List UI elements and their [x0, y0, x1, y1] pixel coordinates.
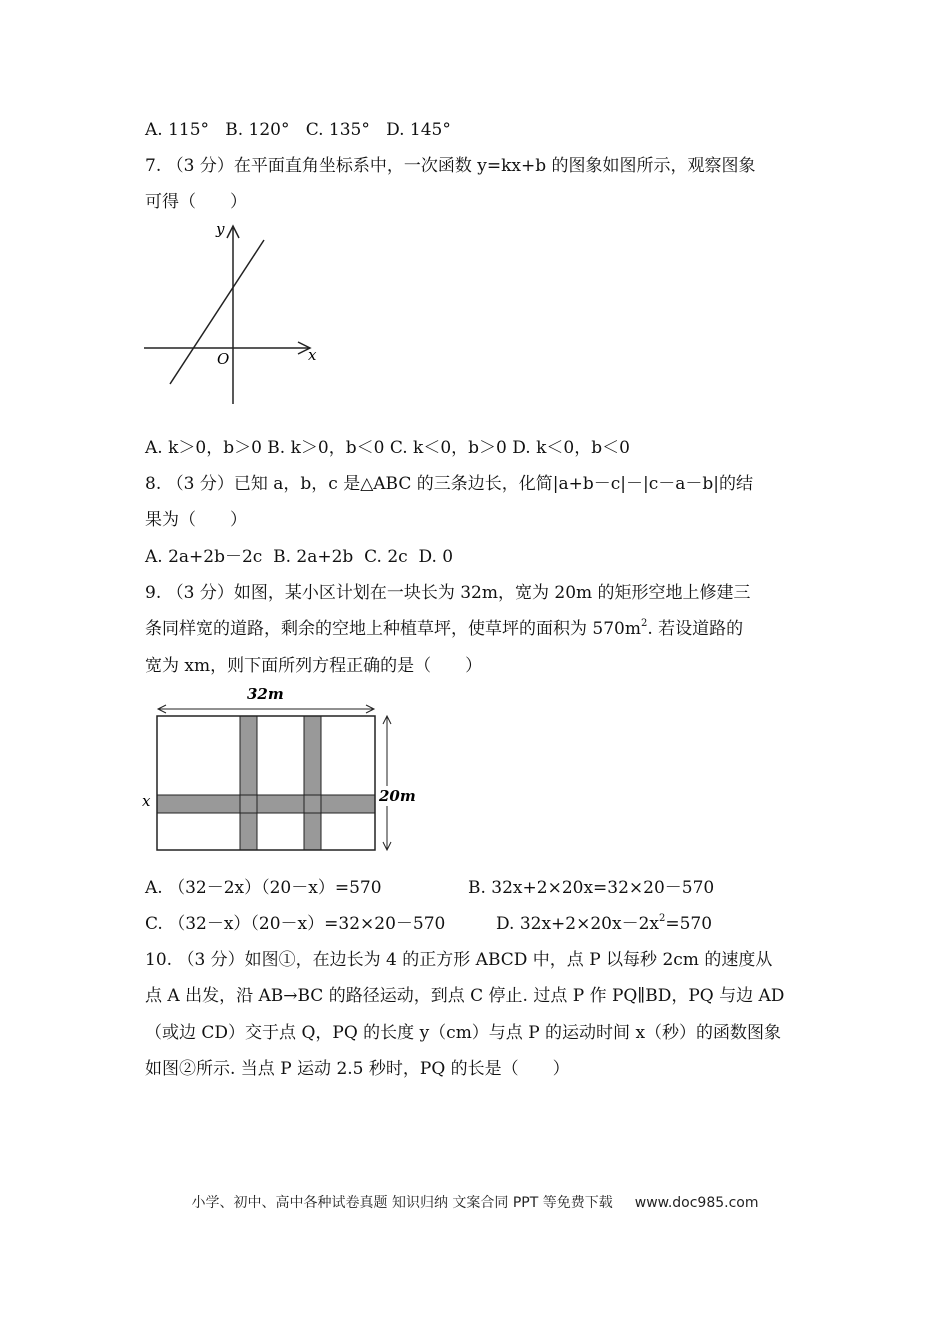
footer-url[interactable]: www.doc985.com: [634, 1195, 759, 1211]
q9-option-b: B. 32x+2×20x=32×20－570: [468, 878, 715, 898]
q9-option-d-text: D. 32x+2×20x－2x: [496, 914, 659, 934]
q9-option-a: A. （32－2x）（20－x）=570: [145, 878, 382, 898]
page-footer: [0, 1192, 950, 1212]
q9-stem-line2-text: 条同样宽的道路，剩余的空地上种植草坪，使草坪的面积为 570m: [145, 619, 641, 639]
q7-stem-line1: 7. （3 分）在平面直角坐标系中，一次函数 y=kx+b 的图象如图所示，观察图象: [145, 156, 756, 176]
q10-stem-line4: 如图②所示. 当点 P 运动 2.5 秒时，PQ 的长是（ ）: [145, 1059, 570, 1079]
q7-stem-line2: 可得（ ）: [145, 192, 247, 212]
q7-y-label: y: [216, 220, 225, 238]
q9-right-label: 20m: [379, 787, 416, 805]
q9-option-d: [496, 912, 712, 936]
q8-stem-line1: 8. （3 分）已知 a，b，c 是△ABC 的三条边长，化简|a+b－c|－|c－a－b|的结: [145, 474, 753, 494]
q9-left-label: x: [142, 792, 151, 810]
q9-option-d-end: =570: [665, 914, 713, 934]
q9-stem-line2: [145, 617, 743, 641]
q9-top-label: 32m: [247, 685, 284, 703]
q7-origin-label: O: [217, 350, 230, 368]
q9-superscript: 2: [640, 618, 648, 629]
q10-stem-line2: 点 A 出发，沿 AB→BC 的路径运动，到点 C 停止. 过点 P 作 PQ∥BD，PQ 与边 AD: [145, 986, 785, 1006]
q9-option-c: C. （32－x）（20－x）=32×20－570: [145, 914, 446, 934]
q10-stem-line3: （或边 CD）交于点 Q，PQ 的长度 y（cm）与点 P 的运动时间 x（秒）的函数图象: [145, 1023, 782, 1043]
q8-stem-line2: 果为（ ）: [145, 510, 247, 530]
q9-option-d-superscript: 2: [658, 913, 666, 924]
q9-figure: [138, 682, 418, 854]
q7-x-label: x: [308, 346, 317, 364]
footer-text: 小学、初中、高中各种试卷真题 知识归纳 文案合同 PPT 等免费下载: [191, 1195, 613, 1211]
q9-stem-line2-end: . 若设道路的: [647, 619, 744, 639]
q7-options: A. k＞0，b＞0 B. k＞0，b＜0 C. k＜0，b＞0 D. k＜0，b＜0: [145, 438, 630, 458]
q10-stem-line1: 10. （3 分）如图①，在边长为 4 的正方形 ABCD 中，点 P 以每秒 2cm 的速度从: [145, 950, 773, 970]
q6-options: A. 115° B. 120° C. 135° D. 145°: [145, 120, 451, 140]
q9-stem-line3: 宽为 xm，则下面所列方程正确的是（ ）: [145, 656, 483, 676]
q9-stem-line1: 9. （3 分）如图，某小区计划在一块长为 32m，宽为 20m 的矩形空地上修建三: [145, 583, 751, 603]
q7-graph: [140, 218, 330, 408]
q8-options: A. 2a+2b－2c B. 2a+2b C. 2c D. 0: [145, 547, 454, 567]
